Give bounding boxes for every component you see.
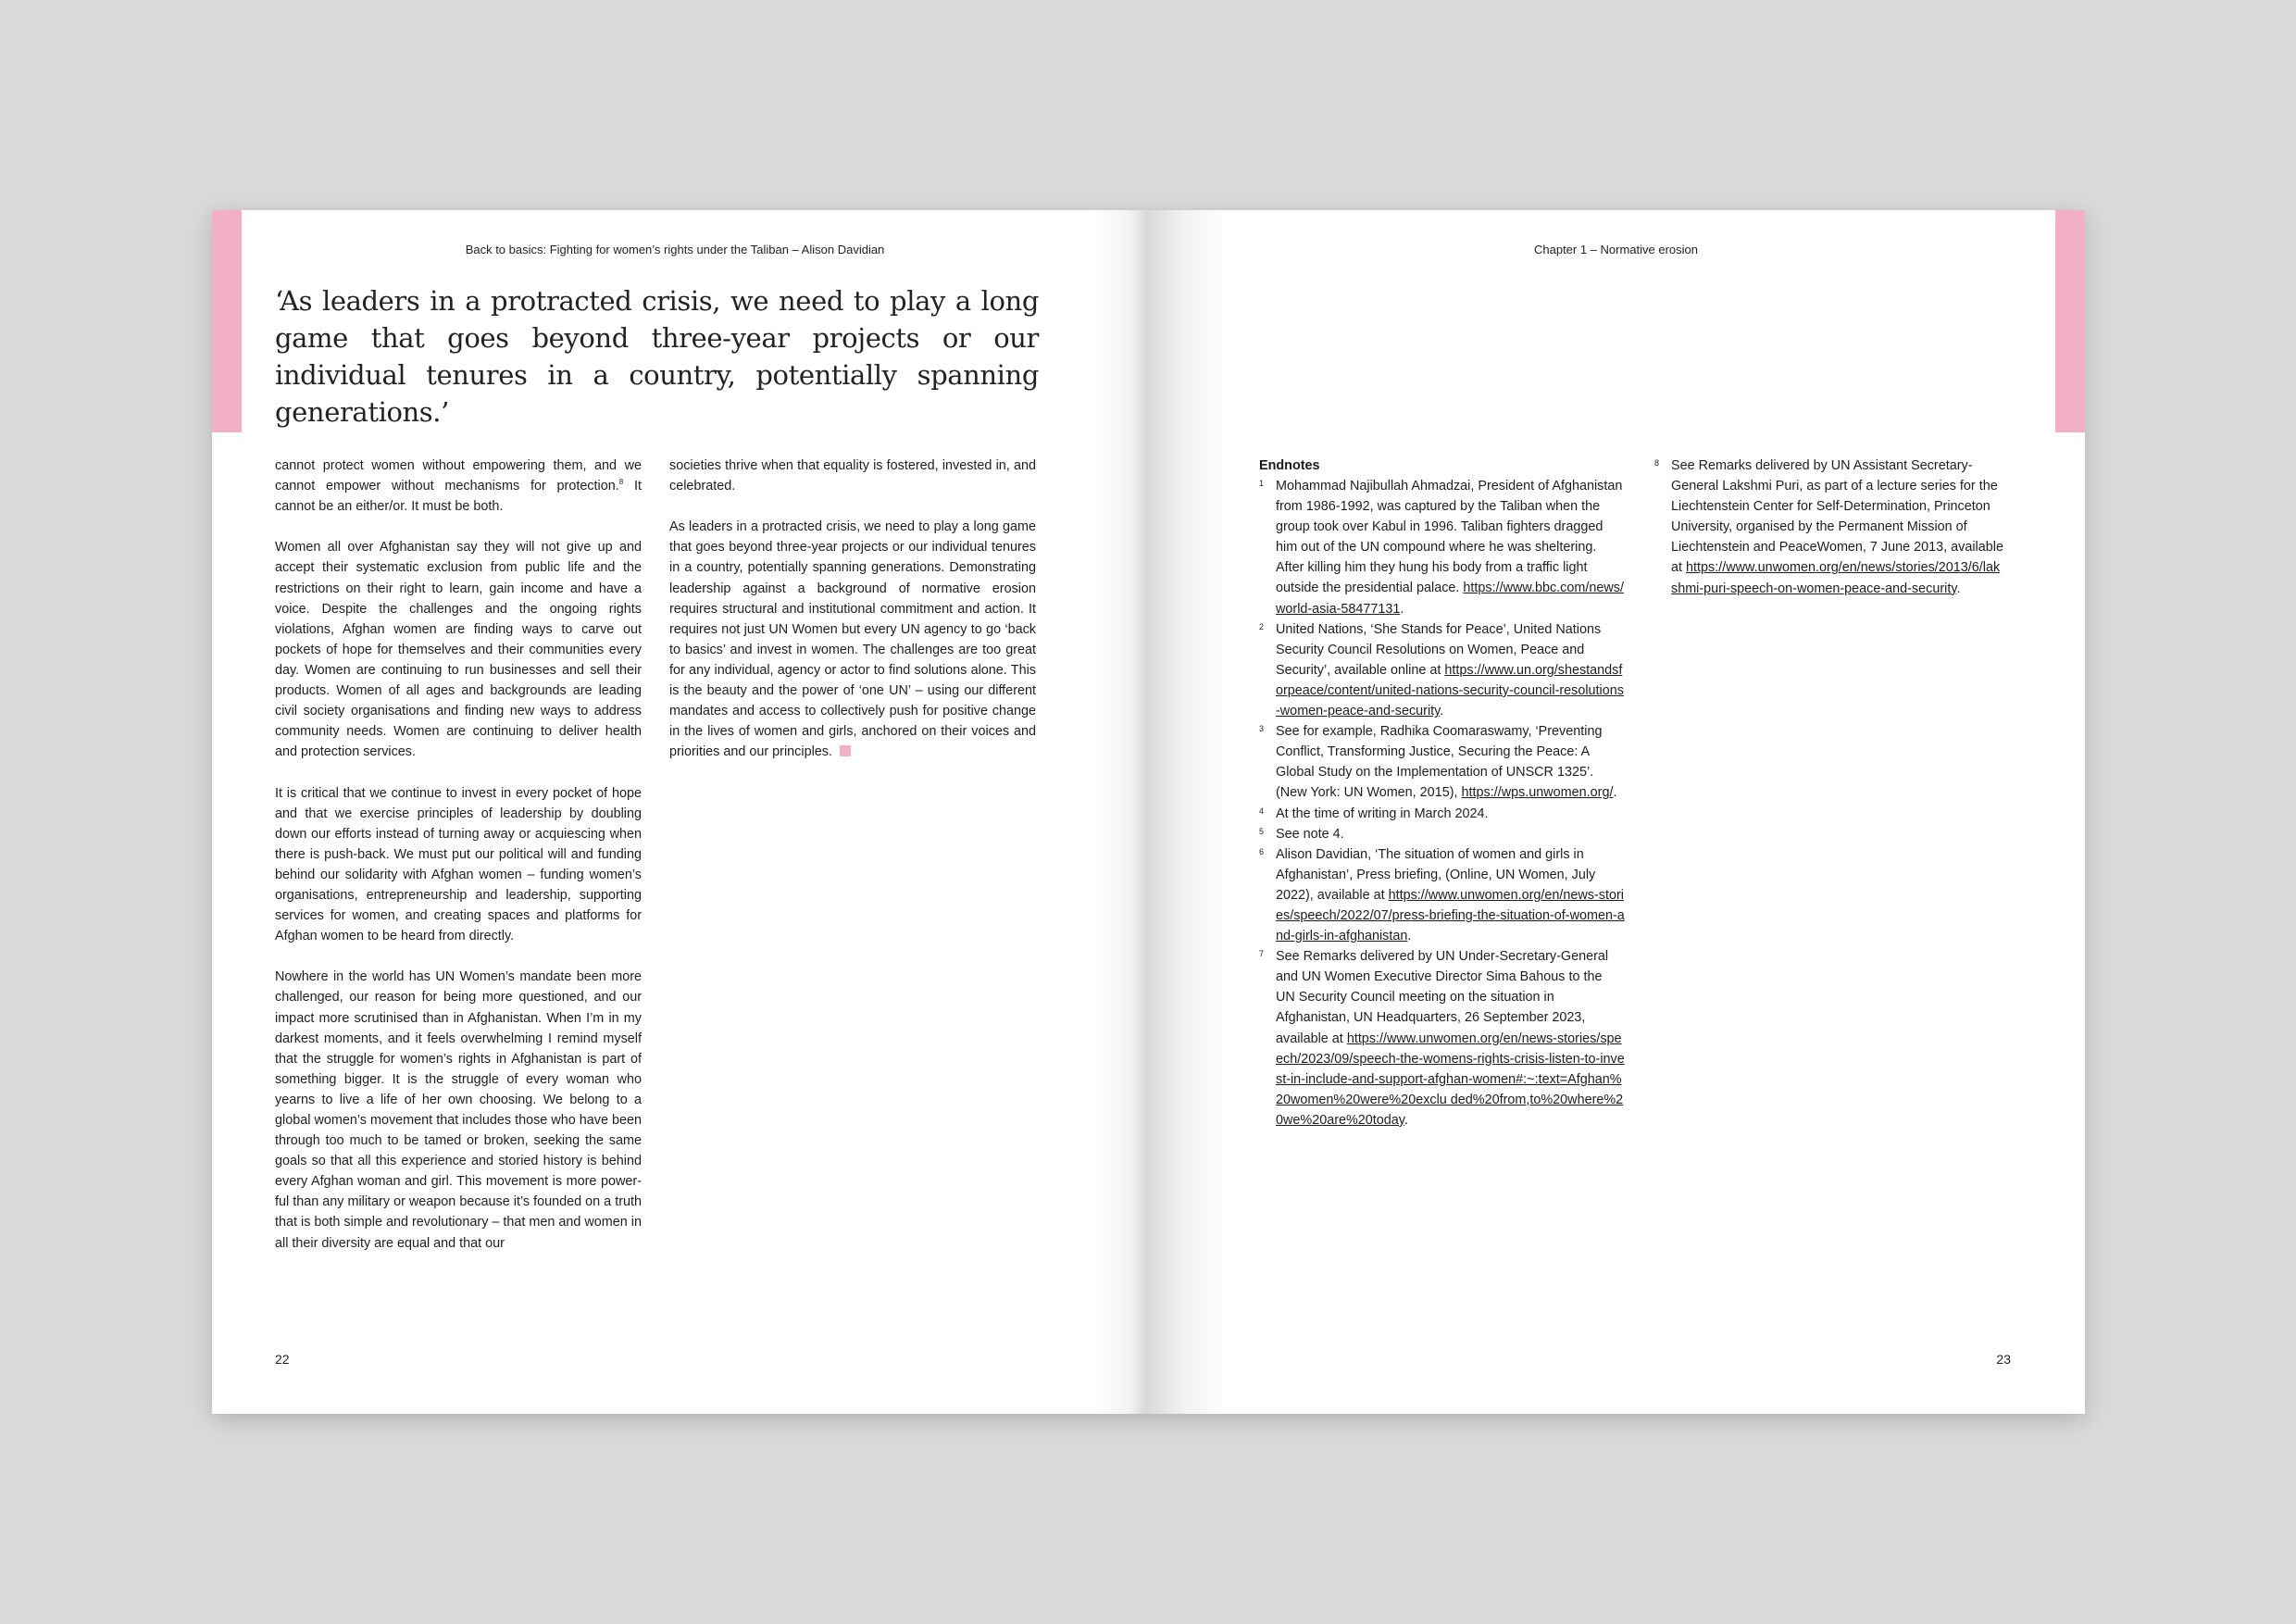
endnote-item: 8 See Remarks delivered by UN Assistant Secretary-General Lakshmi Puri, as part of a lecture series for the Liechtenstein Center for Self-Determination, Princeton University, organised by the Permanent Mission of Liechtenstein and PeaceWomen, 7 June 2013, available at https://www.unwomen.org/en/news/stories/2013/6/lakshmi-puri-speech-on-women-peace-and-security. xyxy=(1654,458,2003,596)
endnote-link[interactable]: https://www.bbc.com/news/world-asia-58477131 xyxy=(1276,581,1624,617)
pull-quote: ‘As leaders in a protracted crisis, we need to play a long game that goes beyond three-year projects or our individual tenures in a country, potentially spanning generations.’ xyxy=(275,285,1039,428)
endnote-link[interactable]: https://www.un.org/shestandsforpeace/content/united-nations-security-council-resolutions-women-peace-and-security xyxy=(1276,662,1624,719)
endnote-item: 7 See Remarks delivered by UN Under-Secretary-General and UN Women Executive Director Sima Bahous to the UN Security Council meeting on the situation in Afghanistan, UN Headquarters, 26 September 2023, available at https://www.unwomen.org/en/news-stories/speech/2023/09/speech-the-womens-rights-crisis-listen-to-invest-in-include-and-support-afghan-women#:~:text=Afghan%20women%20were%20exclu ded%20from,to%20where%20we%20are%20today. xyxy=(1259,949,1625,1128)
gutter-shadow-left xyxy=(1092,210,1147,1414)
right-page xyxy=(1147,210,2085,1414)
page-number-right: 23 xyxy=(1996,1352,2011,1367)
endnotes-title: Endnotes xyxy=(1259,458,1320,473)
endnote-link[interactable]: https://www.unwomen.org/en/news-stories/speech/2023/09/speech-the-womens-rights-crisis-listen-to-invest-in-include-and-support-afghan-women#:~:text=Afghan%20women%20were%20exclu ded%20from,to%20where%20we%20are%20today xyxy=(1276,1031,1625,1128)
endnote-item: 5 See note 4. xyxy=(1259,826,1344,842)
footnote-ref[interactable]: 8 xyxy=(618,478,624,487)
book-spread xyxy=(212,210,2085,1414)
endnote-item: 1 Mohammad Najibullah Ahmadzai, President of Afghanistan from 1986-1992, was captured by the Taliban when the group took over Kabul in 1996. Taliban fighters dragged him out of the UN compound where he was sheltering. After killing him they hung his body from a traffic light outside the presidential palace. https://www.bbc.com/news/world-asia-58477131. xyxy=(1259,479,1624,617)
endnote-link[interactable]: https://wps.unwomen.org/ xyxy=(1461,785,1614,801)
endnote-item: 4 At the time of writing in March 2024. xyxy=(1259,806,1489,821)
paragraph: Nowhere in the world has UN Women’s mandate been more challenged, our reason for being more questioned, and our impact more scrutinised than in Afghanistan. When I’m in my darkest moments, and it feels overwhelming I remind myself that the struggle for women’s rights in Afghanistan is part of something bigger. It is the struggle of every woman who yearns to live a life of her own choosing. We belong to a global women’s movement that includes those who have been through too much to be tamed or broken, seeking the same goals so that all this experience and storied history is behind every Afghan woman and girl. This movement is more powerful than any military or weapon because it’s founded on a truth that is both simple and revolutionary – that men and women in all their diversity are equal and that our xyxy=(275,969,642,1251)
page-number-left: 22 xyxy=(275,1352,290,1367)
paragraph: It is critical that we continue to invest in every pocket of hope and that we exercise principles of leadership by doubling down our efforts instead of turning away or acquiescing when there is push-back. We must put our political will and funding behind our solidarity with Afghan women – funding women’s organisations, entrepreneurship and leadership, supporting services for women, and creating spaces and platforms for Afghan women to be heard from directly. xyxy=(275,785,642,944)
endnote-item: 2 United Nations, ‘She Stands for Peace’, United Nations Security Council Resolutions on Women, Peace and Security’, available online at https://www.un.org/shestandsforpeace/content/united-nations-security-council-resolutions-women-peace-and-security. xyxy=(1259,621,1624,719)
left-page xyxy=(212,210,1147,1414)
paragraph: Women all over Afghanistan say they will not give up and accept their systematic exclusion from public life and the restrictions on their right to learn, gain income and have a voice. Despite the challenges and the ongoing rights violations, Afghan women are finding ways to carve out pockets of hope for themselves and their communities every day. Women are continuing to run businesses and sell their products. Women of all ages and backgrounds are leading civil society organisations and finding new ways to address community needs. Women are continuing to deliver health and protection services. xyxy=(275,540,642,760)
endnotes-column-b xyxy=(1654,456,2006,599)
gutter-shadow-right xyxy=(1147,210,1230,1414)
running-head-right: Chapter 1 – Normative erosion xyxy=(1533,243,1699,256)
end-mark-square-icon xyxy=(840,745,851,756)
endnote-link[interactable]: https://www.unwomen.org/en/news-stories/speech/2022/07/press-briefing-the-situation-of-women-and-girls-in-afghanistan xyxy=(1276,887,1625,944)
endnote-item: 6 Alison Davidian, ‘The situation of women and girls in Afghanistan’, Press briefing, (Online, UN Women, July 2022), available at https://www.unwomen.org/en/news-stories/speech/2022/07/press-briefing-the-situation-of-women-and-girls-in-afghanistan. xyxy=(1259,846,1625,944)
running-head-left: Back to basics: Fighting for women’s rights under the Taliban – Alison Davidian xyxy=(465,243,885,256)
endnotes-column-a xyxy=(1259,476,1625,1131)
body-column-b xyxy=(669,456,1036,783)
body-column-a xyxy=(275,456,642,1274)
paragraph: societies thrive when that equality is fostered, invested in, and celebrated. xyxy=(669,458,1036,494)
paragraph: As leaders in a protracted crisis, we need to play a long game that goes beyond three-year projects or our individual tenures in a country, potentially spanning generations. Demonstrating leadership against a background of normative erosion requires structural and institutional commitment and action. It requires not just UN Women but every UN agency to go ‘back to basics’ and invest in women. The challenges are too great for any individual, agency or actor to find solutions alone. This is the beauty and the power of ‘one UN’ – using our different mandates and access to collectively push for positive change in the lives of women and girls, anchored on their voices and priorities and our principles. xyxy=(669,519,1036,760)
endnote-item: 3 See for example, Radhika Coomaraswamy, ‘Preventing Conflict, Transforming Justice, Securing the Peace: A Global Study on the Implementation of UNSCR 1325’. (New York: UN Women, 2015), https://wps.unwomen.org/. xyxy=(1259,724,1617,801)
paragraph: cannot protect women without empowering them, and we cannot empower without mechanisms for protection.$^8$ It cannot be an either/or. It must be both. xyxy=(275,458,643,515)
endnote-link[interactable]: https://www.unwomen.org/en/news/stories/2013/6/lakshmi-puri-speech-on-women-peace-and-security xyxy=(1671,560,2001,596)
